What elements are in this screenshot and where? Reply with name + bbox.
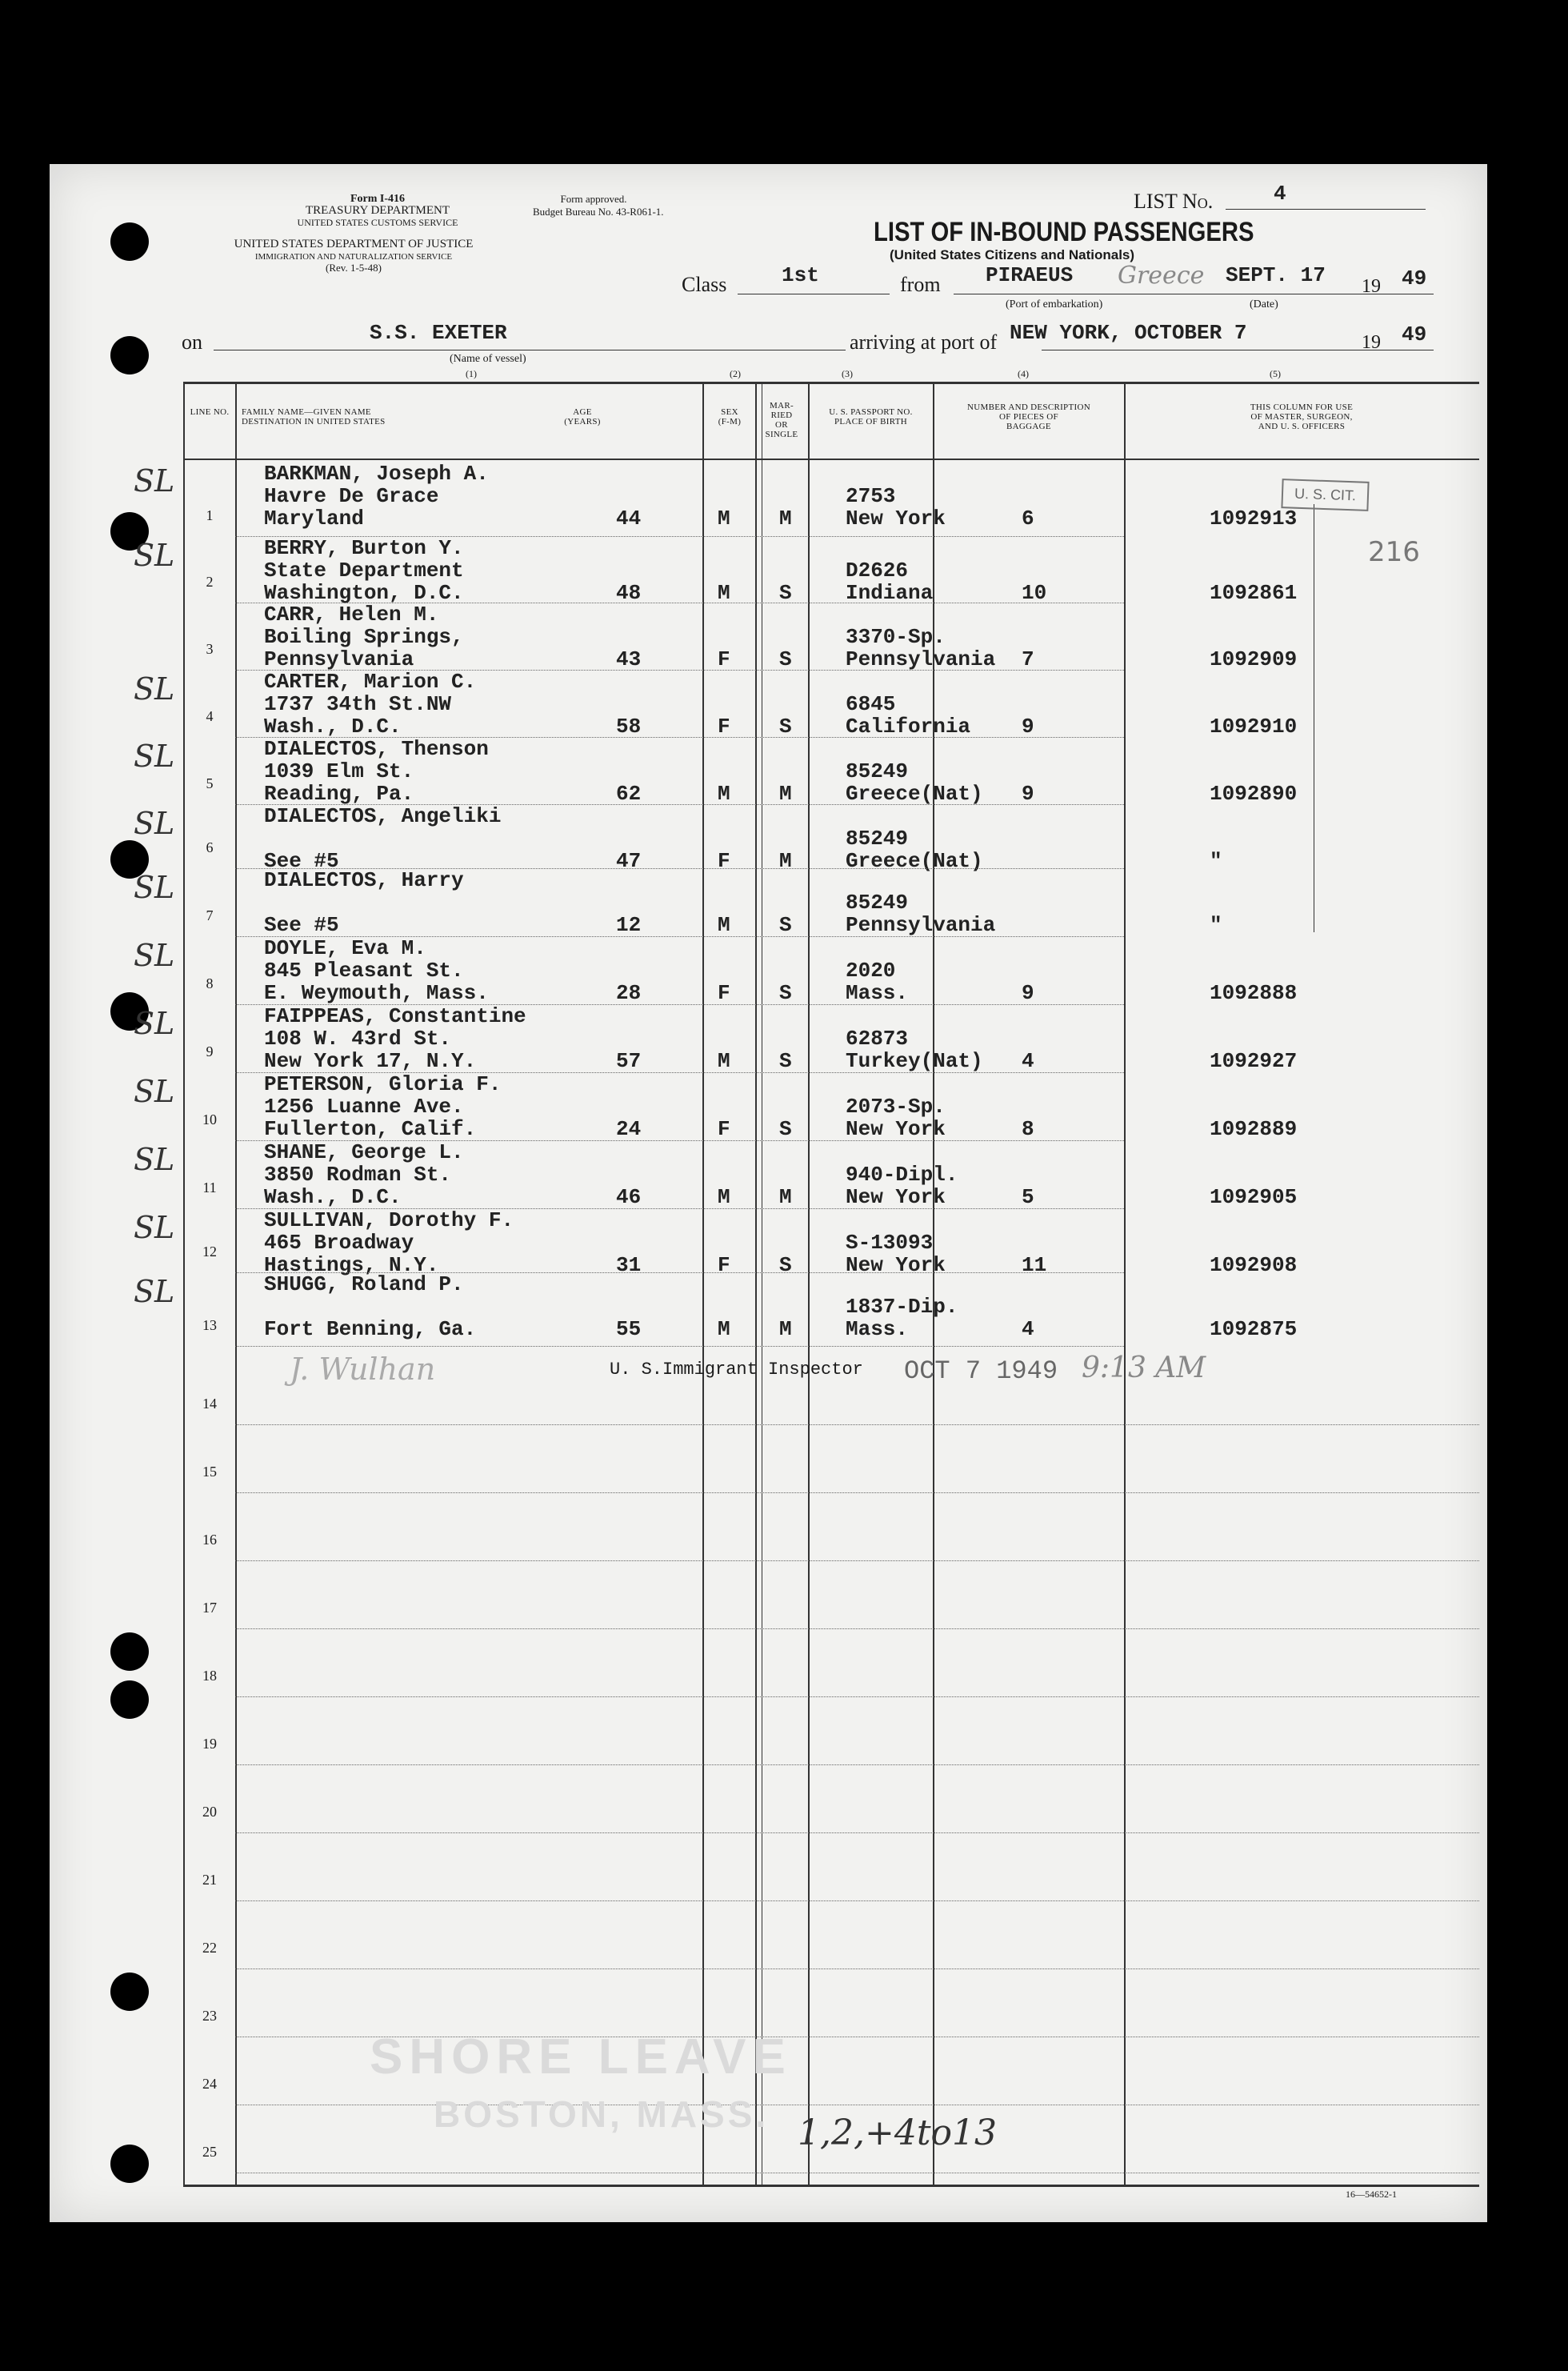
line-number: 4	[206, 708, 214, 724]
shore-leave-stamp: SHORE LEAVE	[370, 2029, 792, 2085]
binder-hole	[110, 336, 149, 374]
passenger-marital-status: M	[779, 1185, 792, 1209]
officer-number: 1092909	[1210, 647, 1298, 671]
passenger-sex: M	[718, 913, 730, 937]
place-of-birth: Mass.	[846, 1317, 909, 1341]
passenger-destination: Hastings, N.Y.	[264, 1253, 439, 1277]
header-age-unit: (YEARS)	[564, 417, 601, 427]
doj-label: UNITED STATES DEPARTMENT OF JUSTICE	[234, 238, 474, 250]
col-number-2: (2)	[730, 368, 741, 379]
line-number: 10	[202, 1111, 217, 1127]
passenger-address: 845 Pleasant St.	[264, 959, 464, 983]
passenger-address: 1256 Luanne Ave.	[264, 1095, 464, 1119]
officer-number: 1092910	[1210, 715, 1298, 739]
passenger-name: SHANE, George L.	[264, 1140, 464, 1164]
passenger-destination: Wash., D.C.	[264, 715, 402, 739]
passport-number: 940-Dipl.	[846, 1163, 958, 1187]
row-rule	[235, 1968, 1479, 1969]
header-officers-2: OF MASTER, SURGEON,	[1250, 412, 1353, 422]
passenger-marital-status: S	[779, 913, 792, 937]
header-married-3: OR	[775, 420, 788, 430]
passenger-marital-status: S	[779, 1253, 792, 1277]
col-rule	[1124, 382, 1126, 2185]
passport-number: 2073-Sp.	[846, 1095, 946, 1119]
passenger-destination: Wash., D.C.	[264, 1185, 402, 1209]
shore-leave-mark: SL	[134, 1074, 175, 1109]
passenger-sex: M	[718, 1049, 730, 1073]
shore-leave-mark: SL	[134, 1274, 175, 1309]
line-number: 21	[202, 1872, 217, 1888]
passenger-age: 47	[616, 849, 642, 873]
line-number: 3	[206, 641, 214, 657]
place-of-birth: Mass.	[846, 981, 909, 1005]
line-number: 9	[206, 1043, 214, 1059]
passenger-age: 12	[616, 913, 642, 937]
line-number: 17	[202, 1600, 217, 1616]
header-officers: THIS COLUMN FOR USE	[1250, 403, 1354, 412]
shore-leave-mark: SL	[134, 1142, 175, 1177]
binder-hole	[110, 2145, 149, 2183]
passenger-address: 1737 34th St.NW	[264, 692, 452, 716]
passenger-destination: See #5	[264, 849, 339, 873]
passenger-marital-status: M	[779, 507, 792, 531]
shore-leave-mark: SL	[134, 938, 175, 973]
line-number: 7	[206, 907, 214, 923]
passenger-sex: M	[718, 507, 730, 531]
baggage-count: 9	[1022, 981, 1034, 1005]
inspection-time: 9:13 AM	[1082, 1352, 1206, 1384]
baggage-count: 11	[1022, 1253, 1047, 1277]
passport-number: 3370-Sp.	[846, 625, 946, 649]
place-of-birth: New York	[846, 1117, 946, 1141]
passport-number: 2020	[846, 959, 896, 983]
officer-number: "	[1210, 849, 1222, 873]
passenger-name: DIALECTOS, Harry	[264, 868, 464, 892]
passenger-marital-status: S	[779, 1117, 792, 1141]
passenger-marital-status: M	[779, 849, 792, 873]
baggage-count: 7	[1022, 647, 1034, 671]
passenger-marital-status: S	[779, 981, 792, 1005]
officer-number: 1092888	[1210, 981, 1298, 1005]
year-value: 49	[1402, 266, 1427, 290]
col-rule	[235, 382, 237, 2185]
passenger-address: 1039 Elm St.	[264, 759, 414, 783]
passenger-name: DOYLE, Eva M.	[264, 936, 426, 960]
customs-label: UNITED STATES CUSTOMS SERVICE	[297, 217, 458, 228]
line-number: 15	[202, 1464, 217, 1480]
passenger-name: SHUGG, Roland P.	[264, 1272, 464, 1296]
inspection-date-stamp: OCT 7 1949	[904, 1356, 1058, 1386]
passenger-destination: Fullerton, Calif.	[264, 1117, 477, 1141]
passenger-destination: Fort Benning, Ga.	[264, 1317, 477, 1341]
row-rule	[235, 1832, 1479, 1833]
page-subtitle: (United States Citizens and Nationals)	[890, 247, 1135, 262]
passenger-marital-status: M	[779, 782, 792, 806]
passport-number: 85249	[846, 759, 909, 783]
passenger-address: 3850 Rodman St.	[264, 1163, 452, 1187]
baggage-count: 9	[1022, 715, 1034, 739]
officer-number: 1092908	[1210, 1253, 1298, 1277]
passport-number: S-13093	[846, 1231, 934, 1255]
officer-number: 1092889	[1210, 1117, 1298, 1141]
passport-number: 1837-Dip.	[846, 1295, 958, 1319]
passenger-sex: F	[718, 981, 730, 1005]
passenger-name: CARR, Helen M.	[264, 603, 439, 627]
shore-leave-location: BOSTON, MASS.	[434, 2093, 770, 2135]
col-rule	[755, 382, 757, 2185]
passenger-name: BARKMAN, Joseph A.	[264, 462, 489, 486]
row-rule	[235, 1560, 1479, 1561]
line-number: 13	[202, 1317, 217, 1333]
baggage-count: 4	[1022, 1317, 1034, 1341]
passenger-address: State Department	[264, 559, 464, 583]
inspector-label: U. S.Immigrant Inspector	[610, 1360, 863, 1380]
officer-number: 1092905	[1210, 1185, 1298, 1209]
header-married-2: RIED	[770, 411, 793, 420]
row-rule	[235, 1346, 1124, 1347]
line-number: 16	[202, 1532, 217, 1548]
header-married-4: SINGLE	[765, 430, 798, 439]
table-bottom-rule	[183, 2185, 1479, 2187]
passport-number: 85249	[846, 891, 909, 915]
col-number-5: (5)	[1270, 368, 1281, 379]
officer-number: 1092875	[1210, 1317, 1298, 1341]
table-top-rule	[183, 382, 1479, 384]
arriving-label: arriving at port of	[850, 330, 998, 354]
class-label: Class	[682, 273, 727, 296]
passenger-age: 48	[616, 581, 642, 605]
row-rule	[235, 1424, 1479, 1425]
line-number: 18	[202, 1668, 217, 1684]
from-handwritten: Greece	[1118, 262, 1205, 290]
place-of-birth: California	[846, 715, 971, 739]
port-embarkation-label: (Port of embarkation)	[1006, 298, 1103, 310]
officer-number: "	[1210, 913, 1222, 937]
baggage-count: 5	[1022, 1185, 1034, 1209]
passport-number: 62873	[846, 1027, 909, 1051]
year-prefix-2: 19	[1362, 332, 1381, 353]
passenger-name: FAIPPEAS, Constantine	[264, 1004, 526, 1028]
passenger-age: 44	[616, 507, 642, 531]
officer-number: 1092913	[1210, 507, 1298, 531]
line-number: 12	[202, 1244, 217, 1260]
line-number: 14	[202, 1396, 217, 1412]
passenger-address: Boiling Springs,	[264, 625, 464, 649]
line-number: 20	[202, 1804, 217, 1820]
row-rule	[235, 1492, 1479, 1493]
baggage-count: 6	[1022, 507, 1034, 531]
shore-leave-mark: SL	[134, 538, 175, 573]
passenger-age: 24	[616, 1117, 642, 1141]
page-title: LIST OF IN-BOUND PASSENGERS	[874, 217, 1254, 247]
passenger-marital-status: S	[779, 581, 792, 605]
document-page	[50, 164, 1487, 2222]
passenger-destination: Pennsylvania	[264, 647, 414, 671]
bottom-handwritten-note: 1,2,+4to13	[798, 2113, 997, 2153]
passport-number: D2626	[846, 559, 909, 583]
passenger-address: 108 W. 43rd St.	[264, 1027, 452, 1051]
header-sex: SEX	[721, 407, 738, 417]
header-age: AGE	[573, 407, 592, 417]
header-sex-unit: (F-M)	[718, 417, 742, 427]
passenger-destination: Reading, Pa.	[264, 782, 414, 806]
shore-leave-mark: SL	[134, 1006, 175, 1041]
col-number-3: (3)	[842, 368, 853, 379]
passenger-age: 46	[616, 1185, 642, 1209]
line-number: 8	[206, 975, 214, 991]
passenger-destination: Maryland	[264, 507, 364, 531]
binder-hole	[110, 1680, 149, 1719]
baggage-count: 10	[1022, 581, 1047, 605]
row-rule	[235, 1628, 1479, 1629]
inspector-signature: J. Wulhan	[290, 1352, 436, 1387]
passenger-marital-status: S	[779, 647, 792, 671]
date-value: SEPT. 17	[1226, 263, 1326, 287]
officer-number: 1092927	[1210, 1049, 1298, 1073]
binder-hole	[110, 1972, 149, 2011]
list-no-value: 4	[1274, 182, 1286, 206]
passenger-sex: F	[718, 1117, 730, 1141]
passenger-age: 62	[616, 782, 642, 806]
us-citizen-stamp: U. S. CIT.	[1281, 479, 1369, 511]
header-baggage-3: BAGGAGE	[1006, 422, 1051, 431]
from-label: from	[900, 273, 941, 296]
line-number: 11	[202, 1179, 217, 1196]
passenger-age: 31	[616, 1253, 642, 1277]
place-of-birth: New York	[846, 1185, 946, 1209]
class-value: 1st	[782, 263, 819, 287]
place-of-birth: Greece(Nat)	[846, 849, 983, 873]
passenger-marital-status: S	[779, 715, 792, 739]
year-prefix: 19	[1362, 276, 1381, 297]
place-of-birth: Pennsylvania	[846, 913, 996, 937]
binder-hole	[110, 222, 149, 261]
passenger-name: BERRY, Burton Y.	[264, 536, 464, 560]
row-rule	[235, 1900, 1479, 1901]
passenger-sex: M	[718, 782, 730, 806]
passenger-age: 58	[616, 715, 642, 739]
header-married: MAR-	[770, 401, 794, 411]
header-bottom-rule	[183, 459, 1479, 460]
passenger-name: CARTER, Marion C.	[264, 670, 477, 694]
passenger-destination: E. Weymouth, Mass.	[264, 981, 489, 1005]
passenger-marital-status: M	[779, 1317, 792, 1341]
form-approved: Form approved.	[560, 193, 627, 205]
col-number-1: (1)	[466, 368, 477, 379]
passenger-address: 465 Broadway	[264, 1231, 414, 1255]
date-label: (Date)	[1250, 298, 1278, 310]
line-number: 22	[202, 1940, 217, 1956]
passenger-age: 43	[616, 647, 642, 671]
passenger-age: 55	[616, 1317, 642, 1341]
vessel-name-label: (Name of vessel)	[450, 353, 526, 365]
officer-number: 1092861	[1210, 581, 1298, 605]
list-no-label: LIST No.	[1134, 190, 1214, 213]
passenger-sex: F	[718, 849, 730, 873]
vessel-name: S.S. EXETER	[370, 321, 507, 345]
passport-number: 6845	[846, 692, 896, 716]
header-baggage: NUMBER AND DESCRIPTION	[967, 403, 1090, 412]
place-of-birth: Indiana	[846, 581, 934, 605]
passenger-sex: M	[718, 1185, 730, 1209]
passport-number: 2753	[846, 484, 896, 508]
place-of-birth: Turkey(Nat)	[846, 1049, 983, 1073]
passenger-sex: F	[718, 715, 730, 739]
place-of-birth: New York	[846, 507, 946, 531]
passenger-sex: F	[718, 1253, 730, 1277]
passport-number: 85249	[846, 827, 909, 851]
from-value: PIRAEUS	[986, 263, 1074, 287]
form-id: Form I-416	[350, 193, 406, 205]
line-number: 1	[206, 507, 214, 523]
passenger-sex: M	[718, 581, 730, 605]
row-rule	[235, 1696, 1479, 1697]
shore-leave-mark: SL	[134, 739, 175, 774]
header-officers-3: AND U. S. OFFICERS	[1258, 422, 1346, 431]
header-destination: DESTINATION IN UNITED STATES	[242, 417, 386, 427]
col-number-4: (4)	[1018, 368, 1029, 379]
baggage-count: 4	[1022, 1049, 1034, 1073]
shore-leave-mark: SL	[134, 671, 175, 707]
passenger-name: DIALECTOS, Angeliki	[264, 804, 502, 828]
col-rule	[808, 382, 810, 2185]
baggage-count: 8	[1022, 1117, 1034, 1141]
shore-leave-mark: SL	[134, 1210, 175, 1245]
line-number: 5	[206, 775, 214, 791]
passenger-name: SULLIVAN, Dorothy F.	[264, 1208, 514, 1232]
shore-leave-mark: SL	[134, 463, 175, 499]
passenger-name: DIALECTOS, Thenson	[264, 737, 489, 761]
passenger-age: 57	[616, 1049, 642, 1073]
revision-label: (Rev. 1-5-48)	[326, 262, 382, 274]
side-number: 216	[1368, 536, 1420, 568]
passenger-destination: New York 17, N.Y.	[264, 1049, 477, 1073]
baggage-count: 9	[1022, 782, 1034, 806]
header-passport: U. S. PASSPORT NO.	[829, 407, 913, 417]
shore-leave-mark: SL	[134, 806, 175, 841]
passenger-name: PETERSON, Gloria F.	[264, 1072, 502, 1096]
list-no-underline	[1226, 209, 1426, 210]
col-rule	[183, 382, 185, 2185]
header-birthplace: PLACE OF BIRTH	[834, 417, 907, 427]
year-value-2: 49	[1402, 322, 1427, 346]
on-label: on	[182, 330, 202, 354]
officer-number: 1092890	[1210, 782, 1298, 806]
budget-bureau: Budget Bureau No. 43-R061-1.	[533, 206, 664, 218]
passenger-destination: Washington, D.C.	[264, 581, 464, 605]
line-number: 2	[206, 574, 214, 590]
place-of-birth: Pennsylvania	[846, 647, 996, 671]
line-number: 25	[202, 2144, 217, 2160]
passenger-age: 28	[616, 981, 642, 1005]
form-code: 16—54652-1	[1346, 2189, 1397, 2200]
line-number: 19	[202, 1736, 217, 1752]
place-of-birth: Greece(Nat)	[846, 782, 983, 806]
passenger-marital-status: S	[779, 1049, 792, 1073]
ins-label: IMMIGRATION AND NATURALIZATION SERVICE	[254, 252, 453, 262]
binder-hole	[110, 1632, 149, 1671]
line-number: 6	[206, 839, 214, 855]
line-number: 24	[202, 2076, 217, 2092]
col-rule	[702, 382, 704, 2185]
header-name: FAMILY NAME—GIVEN NAME	[242, 407, 371, 417]
header-line-no: LINE NO.	[190, 407, 230, 417]
passenger-sex: M	[718, 1317, 730, 1341]
row-rule	[235, 1764, 1479, 1765]
arriving-value: NEW YORK, OCTOBER 7	[1010, 321, 1247, 345]
line-number: 23	[202, 2008, 217, 2024]
treasury-label: TREASURY DEPARTMENT	[305, 204, 450, 217]
shore-leave-mark: SL	[134, 870, 175, 905]
header-baggage-2: OF PIECES OF	[999, 412, 1058, 422]
passenger-destination: See #5	[264, 913, 339, 937]
passenger-sex: F	[718, 647, 730, 671]
passenger-address: Havre De Grace	[264, 484, 439, 508]
place-of-birth: New York	[846, 1253, 946, 1277]
